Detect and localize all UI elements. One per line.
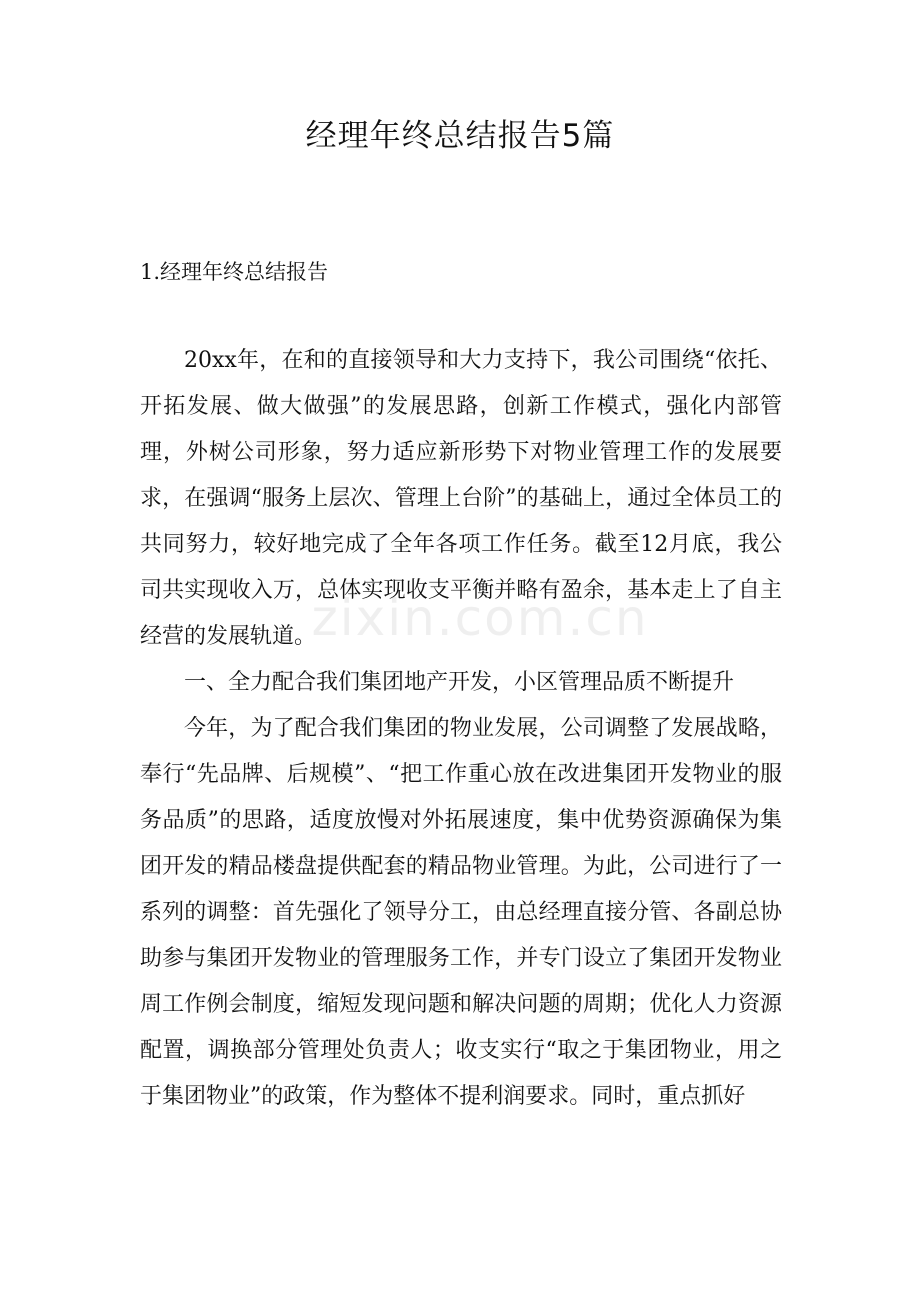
section-heading: 1.经理年终总结报告 <box>140 260 329 284</box>
paragraph-body: 今年，为了配合我们集团的物业发展，公司调整了发展战略，奉行“先品牌、后规模”、“把工作重心放在改进集团开发物业的服务品质”的思路，适度放慢对外拓展速度，集中优势资源确保为集团开发的精品楼盘提供配套的精品物业管理。为此，公司进行了一系列的调整：首先强化了领导分工，由总经理直接分管、各副总协助参与集团开发物业的管理服务工作，并专门设立了集团开发物业周工作例会制度，缩短发现问题和解决问题的周期；优化人力资源配置，调换部分管理处负责人；收支实行“取之于集团物业，用之于集团物业”的政策，作为整体不提利润要求。同时，重点抓好 <box>140 716 782 1109</box>
document-body <box>140 338 782 1120</box>
document-title: 经理年终总结报告5篇 <box>305 118 615 154</box>
paragraph-intro: 20xx年，在和的直接领导和大力支持下，我公司围绕“依托、开拓发展、做大做强”的发展思路，创新工作模式，强化内部管理，外树公司形象，努力适应新形势下对物业管理工作的发展要求，在强调“服务上层次、管理上台阶”的基础上，通过全体员工的共同努力，较好地完成了全年各项工作任务。截至12月底，我公司共实现收入万，总体实现收支平衡并略有盈余，基本走上了自主经营的发展轨道。 <box>140 348 782 649</box>
watermark: zixin.com.cn <box>311 589 649 647</box>
paragraph-subheading-one: 一、全力配合我们集团地产开发，小区管理品质不断提升 <box>184 670 735 695</box>
